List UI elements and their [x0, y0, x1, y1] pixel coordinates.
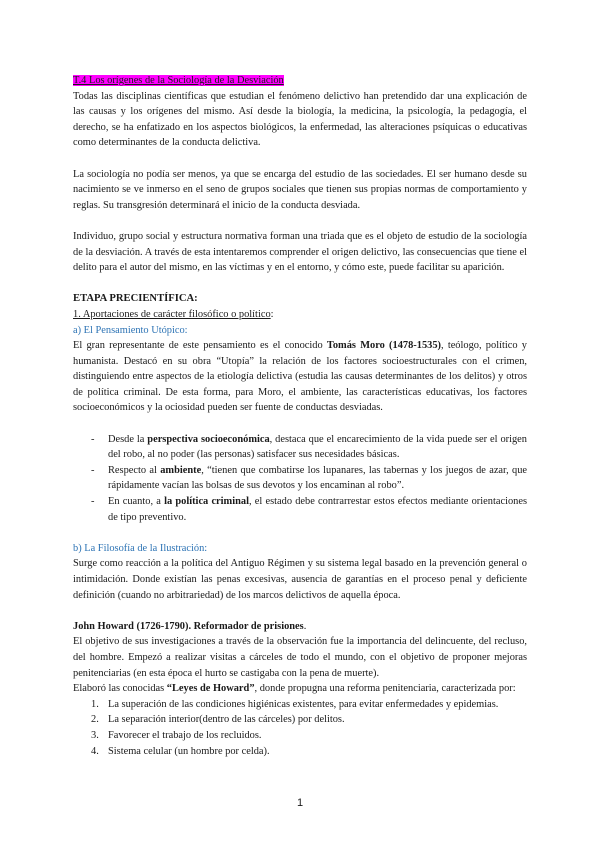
- howard-paragraph-1: El objetivo de sus investigaciones a través de la observación fue la importancia del delincuente, del recluso, del hombre. Empezó a realizar visitas a cárceles de todo el mundo, con el objetivo de proponer mejoras penitenciarias (en esta época el hurto se castigaba con la pena de muerte).: [73, 636, 527, 679]
- howard-heading: John Howard (1726-1790). Reformador de prisiones.: [73, 620, 307, 632]
- bullet-item: - Respecto al ambiente, “tienen que combatirse los lupanares, las tabernas y los juegos de azar, que rápidamente vacían las bolsas de sus devotos y los encaminan al robo”.: [91, 464, 528, 492]
- stage-heading: ETAPA PRECIENTÍFICA:: [73, 293, 198, 305]
- intro-paragraph-1: Todas las disciplinas científicas que estudian el fenómeno delictivo han pretendido dar una explicación de las causas y los orígenes del mismo. Así desde la biología, la medicina, la psicología, la pedagogía, el derecho, se ha enfatizado en los aspectos biológicos, la enfermedad, las alteraciones psíquicas o educativas como determinantes de la conducta delictiva.: [73, 90, 527, 149]
- howard-laws-list: [73, 697, 527, 759]
- subsection-a-heading: a) El Pensamiento Utópico:: [73, 324, 188, 336]
- utopia-paragraph: El gran representante de este pensamiento es el conocido Tomás Moro (1478-1535), teólogo, político y humanista. Destacó en su obra “Utopía” la relación de los factores socioestructurales con el crimen, distinguiendo entre aspectos de la etiología delictiva (estudia las causas determinantes de los delitos) y otros de política criminal. De esta forma, para Moro, el ambiente, las características educativas, los factores socioeconómicos y la ociosidad pueden ser fuente de conductas desviadas.: [73, 340, 527, 414]
- document-page: [73, 73, 527, 759]
- bullet-item: - Desde la perspectiva socioeconómica, destaca que el encarecimiento de la vida puede ser el origen del robo, al no poder (las personas) satisfacer sus necesidades básicas.: [91, 433, 527, 461]
- section-1-heading: 1. Aportaciones de carácter filosófico o político:: [73, 308, 274, 320]
- subsection-b-heading: b) La Filosofía de la Ilustración:: [73, 542, 208, 554]
- moro-bullet-list: [73, 432, 527, 526]
- bullet-item: - En cuanto, a la política criminal, el estado debe contrarrestar estos efectos mediante orientaciones de tipo preventivo.: [91, 496, 527, 523]
- document-title: T.4 Los orígenes de la Sociología de la Desviación: [73, 75, 284, 86]
- intro-paragraph-3: Individuo, grupo social y estructura normativa forman una triada que es el objeto de estudio de la sociología de la desviación. A través de esta intentaremos comprender el origen delictivo, las consecuencias que tiene el delito para el autor del mismo, en las víctimas y en el entorno, y cómo este, puede facilitar su aparición.: [73, 230, 527, 274]
- list-item: 1. La superación de las condiciones higiénicas existentes, para evitar enfermedades y epidemias.: [91, 698, 499, 710]
- page-number: 1: [296, 797, 304, 809]
- intro-paragraph-2: La sociología no podía ser menos, ya que se encarga del estudio de las sociedades. El ser humano desde su nacimiento se ve inmerso en el seno de grupos sociales que tienen sus propias normas de comportamiento y reglas. Su transgresión determinará el inicio de la conducta desviada.: [73, 168, 527, 211]
- howard-paragraph-2: Elaboró las conocidas “Leyes de Howard”, donde propugna una reforma penitenciaria, caracterizada por:: [73, 683, 516, 695]
- list-item: 4. Sistema celular (un hombre por celda).: [91, 745, 270, 757]
- enlightenment-paragraph: Surge como reacción a la política del Antiguo Régimen y su sistema legal basado en la prevención general o intimidación. Donde existían las penas excesivas, ausencia de garantías en el proceso penal y deficiente definición (cuando no arbitrariedad) de los marcos delictivos de aquella época.: [73, 558, 527, 601]
- list-item: 3. Favorecer el trabajo de los recluidos.: [91, 729, 262, 741]
- list-item: 2. La separación interior(dentro de las cárceles) por delitos.: [91, 714, 345, 726]
